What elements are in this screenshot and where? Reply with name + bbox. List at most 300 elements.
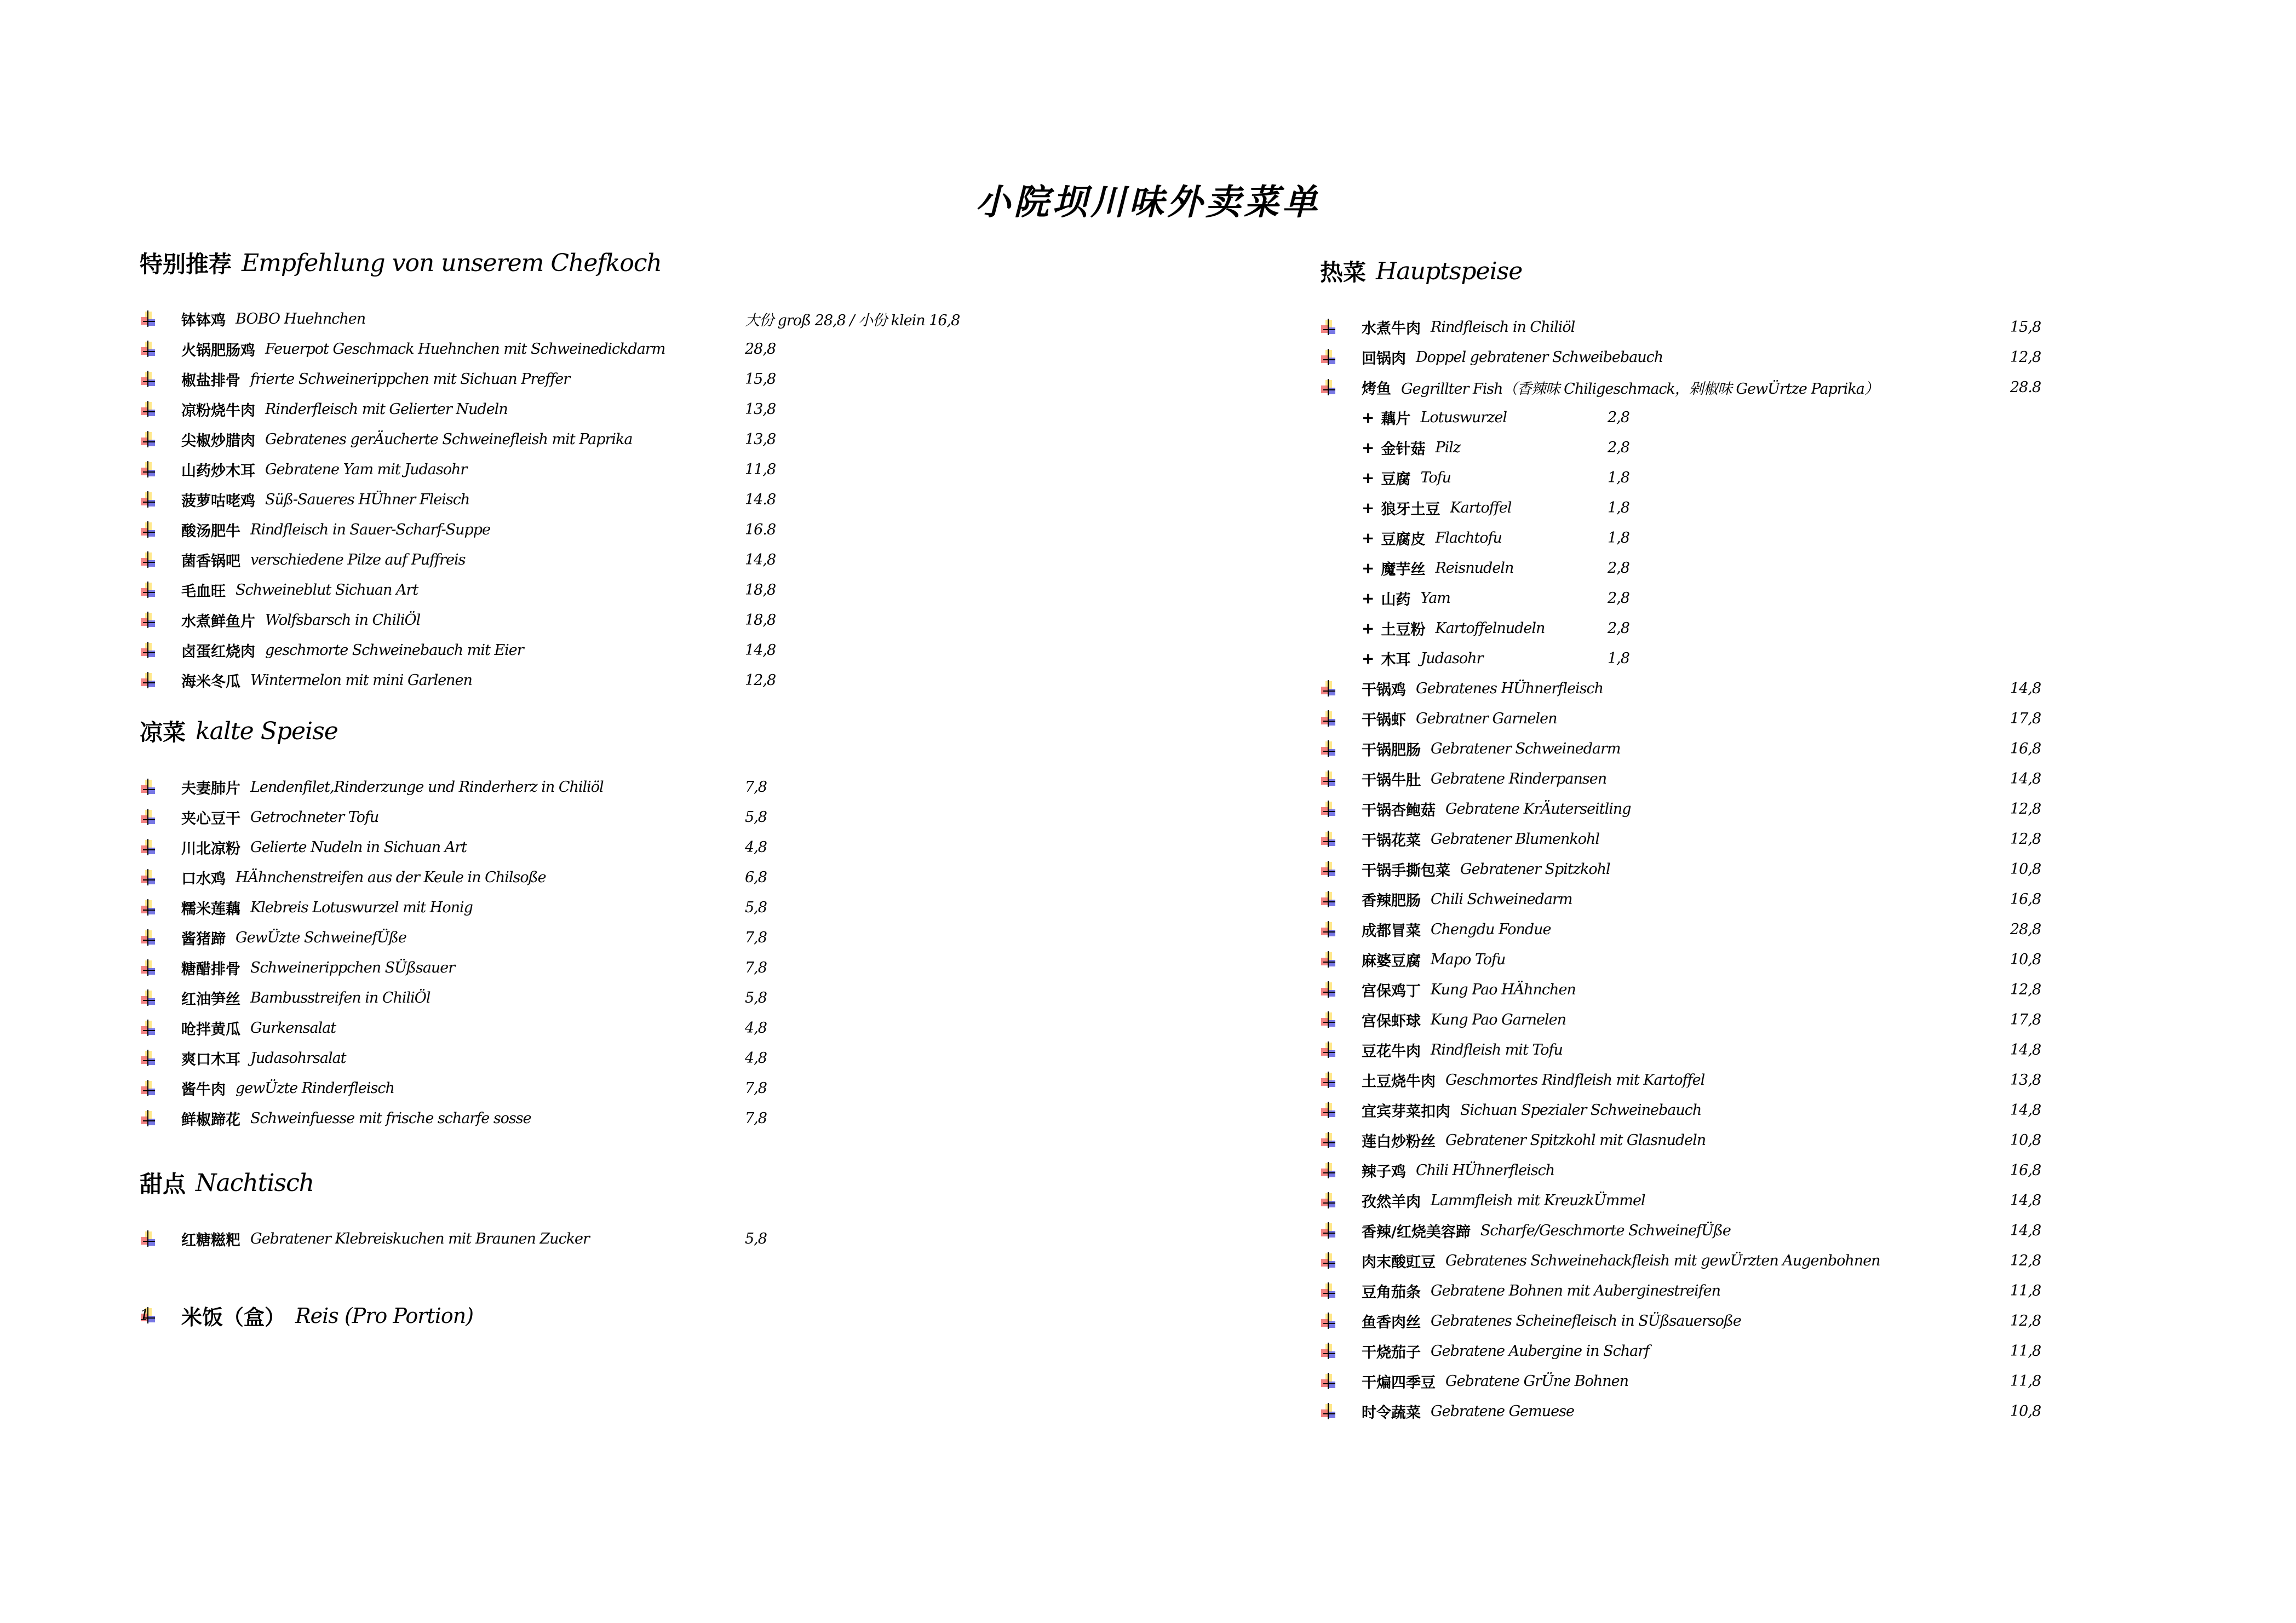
- addon-item: [1320, 583, 2076, 613]
- item-name-de: Lammfleish mit KreuzkÜmmel: [1431, 1192, 1645, 1209]
- item-name-zh: 豆花牛肉: [1362, 1043, 1421, 1060]
- section-header-specials: [140, 244, 797, 282]
- item-name-zh: 干锅鸡: [1362, 682, 1406, 699]
- menu-title: 小院坝川味外卖菜单: [975, 182, 1321, 223]
- addon-item: [1320, 613, 2076, 643]
- item-price: 11,8: [2010, 1343, 2041, 1360]
- item-name-zh: 水煮鲜鱼片: [181, 613, 255, 630]
- item-price: 1,8: [1608, 650, 1629, 667]
- item-name-zh: 口水鸡: [181, 871, 226, 888]
- item-price: 14,8: [2010, 680, 2041, 697]
- item-name-de: Gebratene KrÄuterseitling: [1445, 801, 1631, 818]
- plus-icon: +: [1362, 408, 1375, 427]
- item-name-de: HÄhnchenstreifen aus der Keule in Chilsoße: [236, 869, 546, 886]
- item-name-zh: 藕片: [1381, 411, 1411, 428]
- colored-cross-bullet-icon: [1320, 710, 1335, 728]
- menu-item: [140, 983, 797, 1013]
- item-name-de: Mapo Tofu: [1431, 951, 1506, 968]
- colored-cross-bullet-icon: [1320, 770, 1335, 788]
- item-price: 14,8: [2010, 770, 2041, 787]
- menu-item: [140, 1103, 797, 1133]
- menu-item: [1320, 1336, 2076, 1366]
- item-name-de: Lotuswurzel: [1420, 409, 1507, 426]
- item-name-zh: 山药: [1381, 591, 1411, 608]
- item-price: 28,8: [745, 341, 776, 358]
- item-name-de: Kung Pao HÄhnchen: [1431, 981, 1576, 998]
- item-name-de: Gurkensalat: [250, 1020, 336, 1037]
- colored-cross-bullet-icon: [140, 1080, 155, 1097]
- item-price: 1,8: [1608, 499, 1629, 516]
- item-price: 13,8: [745, 431, 776, 448]
- colored-cross-bullet-icon: [1320, 349, 1335, 366]
- colored-cross-bullet-icon: [1320, 861, 1335, 878]
- section-title-de: Hauptspeise: [1376, 257, 1523, 285]
- right-column: [1320, 252, 2076, 1426]
- item-name-zh: 卤蛋红烧肉: [181, 643, 255, 660]
- menu-item: [140, 832, 797, 862]
- menu-item: [1320, 342, 2076, 372]
- item-price: 12,8: [2010, 1313, 2041, 1330]
- item-name-de: Gebratene Bohnen mit Auberginestreifen: [1431, 1282, 1721, 1299]
- item-price: 11,8: [2010, 1373, 2041, 1390]
- colored-cross-bullet-icon: [1320, 801, 1335, 818]
- menu-item: [1320, 1306, 2076, 1336]
- menu-item: [1320, 704, 2076, 734]
- menu-item: [140, 515, 797, 545]
- item-price: 2,8: [1608, 439, 1629, 456]
- colored-cross-bullet-icon: [1320, 1313, 1335, 1330]
- section-title-de: Empfehlung von unserem Chefkoch: [242, 249, 662, 277]
- colored-cross-bullet-icon: [140, 929, 155, 947]
- item-name-de: Gebratene Yam mit Judasohr: [265, 461, 467, 478]
- section-header-dessert: [140, 1164, 797, 1202]
- item-name-zh: 水煮牛肉: [1362, 320, 1421, 337]
- item-name-de: Lendenfilet,Rinderzunge und Rinderherz in Chiliöl: [250, 779, 604, 796]
- item-price: 14,8: [2010, 1041, 2041, 1058]
- item-name-de: Yam: [1420, 590, 1450, 607]
- colored-cross-bullet-icon: [1320, 1343, 1335, 1360]
- colored-cross-bullet-icon: [1320, 1162, 1335, 1179]
- item-name-zh: 红糖糍粑: [181, 1232, 240, 1249]
- item-name-zh: 干锅肥肠: [1362, 742, 1421, 759]
- item-name-zh: 香辣/红烧美容蹄: [1362, 1224, 1471, 1241]
- item-name-de: Gebratener Spitzkohl: [1460, 861, 1610, 878]
- colored-cross-bullet-icon: [1320, 891, 1335, 908]
- item-name-de: Schweinerippchen SÜßsauer: [250, 959, 455, 976]
- colored-cross-bullet-icon: [140, 551, 155, 569]
- menu-item: [1320, 914, 2076, 945]
- addon-item: [1320, 523, 2076, 553]
- item-price: 4,8: [745, 1050, 767, 1067]
- colored-cross-bullet-icon: [1320, 1252, 1335, 1270]
- colored-cross-bullet-icon: [140, 809, 155, 826]
- colored-cross-bullet-icon: [140, 310, 155, 328]
- colored-cross-bullet-icon: [1320, 1192, 1335, 1210]
- item-price: 5,8: [745, 899, 767, 916]
- item-name-zh: 干锅杏鲍菇: [1362, 802, 1436, 819]
- colored-cross-bullet-icon: [140, 521, 155, 539]
- item-price: 2,8: [1608, 590, 1629, 607]
- item-price: 7,8: [745, 1110, 767, 1127]
- item-name-de: Kartoffelnudeln: [1435, 620, 1545, 637]
- colored-cross-bullet-icon: [1320, 831, 1335, 848]
- colored-cross-bullet-icon: [1320, 1102, 1335, 1119]
- item-name-zh: 肉末酸豇豆: [1362, 1254, 1436, 1271]
- item-price: 12,8: [2010, 981, 2041, 998]
- item-price: 14.8: [745, 491, 776, 508]
- item-price: 4,8: [745, 1020, 767, 1037]
- plus-icon: +: [1362, 619, 1375, 637]
- item-name-zh: 宜宾芽菜扣肉: [1362, 1103, 1450, 1120]
- colored-cross-bullet-icon: [1320, 1011, 1335, 1029]
- item-price: 10,8: [2010, 1403, 2041, 1420]
- item-price: 大份 groß 28,8 / 小份 klein 16,8: [745, 312, 960, 329]
- item-name-zh: 干烧茄子: [1362, 1344, 1421, 1361]
- menu-item: [1320, 1216, 2076, 1246]
- plus-icon: +: [1362, 589, 1375, 607]
- item-name-zh: 鱼香肉丝: [1362, 1314, 1421, 1331]
- menu-item: [140, 424, 797, 454]
- colored-cross-bullet-icon: [140, 1230, 155, 1248]
- colored-cross-bullet-icon: [140, 401, 155, 418]
- item-price: 12,8: [2010, 1252, 2041, 1269]
- item-name-de: Judasohr: [1420, 650, 1483, 667]
- item-name-zh: 红油笋丝: [181, 991, 240, 1008]
- menu-item: [140, 454, 797, 485]
- item-price: 6,8: [745, 869, 767, 886]
- item-name-zh: 烤鱼: [1362, 381, 1391, 398]
- item-name-de: Kartoffel: [1450, 499, 1512, 516]
- section-header-cold: [140, 712, 797, 750]
- item-name-zh: 土豆烧牛肉: [1362, 1073, 1436, 1090]
- rice-row: [140, 1300, 797, 1331]
- item-name-de: Rindfleisch in Sauer-Scharf-Suppe: [250, 521, 491, 538]
- section-header-hot: [1320, 252, 2076, 290]
- item-price: 13,8: [745, 401, 776, 418]
- addon-item: [1320, 643, 2076, 674]
- item-name-zh: 回锅肉: [1362, 350, 1406, 367]
- plus-icon: +: [1362, 439, 1375, 457]
- item-name-de: Pilz: [1435, 439, 1461, 456]
- fish-addons-list: [1320, 402, 2076, 674]
- item-name-zh: 酱猪蹄: [181, 931, 226, 948]
- colored-cross-bullet-icon: [140, 431, 155, 448]
- colored-cross-bullet-icon: [140, 461, 155, 479]
- menu-item: [140, 394, 797, 424]
- item-name-de: geschmorte Schweinebauch mit Eier: [265, 642, 524, 659]
- item-price: 16,8: [2010, 740, 2041, 757]
- item-price: 7,8: [745, 1080, 767, 1097]
- colored-cross-bullet-icon: [140, 582, 155, 599]
- colored-cross-bullet-icon: [1320, 1403, 1335, 1420]
- item-name-zh: 成都冒菜: [1362, 923, 1421, 940]
- item-name-de: Chengdu Fondue: [1431, 921, 1551, 938]
- item-price: 10,8: [2010, 951, 2041, 968]
- plus-icon: +: [1362, 469, 1375, 487]
- item-name-de: verschiedene Pilze auf Puffreis: [250, 551, 466, 568]
- colored-cross-bullet-icon: [140, 371, 155, 388]
- menu-item: [140, 953, 797, 983]
- item-name-de: Gebratener Schweinedarm: [1431, 740, 1621, 757]
- hot-dishes-list: [1320, 312, 2076, 1426]
- menu-item: [140, 893, 797, 923]
- item-price: 2,8: [1608, 409, 1629, 426]
- item-price: 12,8: [2010, 831, 2041, 848]
- colored-cross-bullet-icon: [1320, 1072, 1335, 1089]
- item-name-de: Gebratenes gerÄucherte Schweinefleish mit Paprika: [265, 431, 633, 448]
- item-name-de: Gebratene Aubergine in Scharf: [1431, 1343, 1650, 1360]
- item-price: 11,8: [2010, 1282, 2041, 1299]
- menu-item: [140, 1073, 797, 1103]
- menu-item: [1320, 1095, 2076, 1125]
- colored-cross-bullet-icon: [1320, 379, 1335, 396]
- item-price: 14,8: [2010, 1192, 2041, 1209]
- item-name-de: Judasohrsalat: [250, 1050, 346, 1067]
- item-price: 10,8: [2010, 1132, 2041, 1149]
- menu-item: [140, 605, 797, 635]
- menu-item: [140, 1224, 797, 1254]
- item-name-zh: 海米冬瓜: [181, 674, 240, 690]
- item-name-zh: 豆角茄条: [1362, 1284, 1421, 1301]
- item-name-de: Gebratener Spitzkohl mit Glasnudeln: [1445, 1132, 1706, 1149]
- item-name-de: Wolfsbarsch in ChiliÖl: [265, 612, 421, 629]
- colored-cross-bullet-icon: [140, 899, 155, 917]
- item-name-de: Gebratener Blumenkohl: [1431, 831, 1599, 848]
- item-name-de: Feuerpot Geschmack Huehnchen mit Schweinedickdarm: [265, 341, 665, 358]
- item-name-zh: 莲白炒粉丝: [1362, 1133, 1436, 1150]
- colored-cross-bullet-icon: [140, 1110, 155, 1127]
- menu-item: [140, 304, 960, 334]
- item-name-de: Gebratenes HÜhnerfleisch: [1416, 680, 1604, 697]
- item-price: 1,8: [1608, 469, 1629, 486]
- item-name-de: Bambusstreifen in ChiliÖl: [250, 989, 431, 1006]
- menu-item: [1320, 764, 2076, 794]
- item-name-zh: 土豆粉: [1381, 621, 1426, 638]
- item-name-zh: 干锅牛肚: [1362, 772, 1421, 789]
- menu-item: [1320, 734, 2076, 764]
- menu-item: [140, 1043, 797, 1073]
- item-name-de: Klebreis Lotuswurzel mit Honig: [250, 899, 473, 916]
- item-price: 5,8: [745, 989, 767, 1006]
- item-name-zh: 酱牛肉: [181, 1081, 226, 1098]
- colored-cross-bullet-icon: [1320, 1282, 1335, 1300]
- item-name-de: Geschmortes Rindfleish mit Kartoffel: [1445, 1072, 1705, 1089]
- item-name-de: Getrochneter Tofu: [250, 809, 379, 826]
- item-name-zh: 凉粉烧牛肉: [181, 402, 255, 419]
- item-name-zh: 川北凉粉: [181, 841, 240, 857]
- section-title-zh: 特别推荐: [140, 251, 232, 278]
- colored-cross-bullet-icon: [140, 1050, 155, 1067]
- hot-dishes-main: [1320, 674, 2076, 1426]
- colored-cross-bullet-icon: [140, 672, 155, 689]
- item-name-de: Gebratner Garnelen: [1416, 710, 1557, 727]
- menu-item: [1320, 372, 2076, 402]
- item-name-de: Schweineblut Sichuan Art: [236, 582, 418, 598]
- item-name-zh: 椒盐排骨: [181, 372, 240, 389]
- item-name-zh: 魔芋丝: [1381, 561, 1426, 578]
- menu-item: [1320, 312, 2076, 342]
- menu-item: [140, 665, 797, 695]
- item-name-zh: 酸汤肥牛: [181, 523, 240, 540]
- colored-cross-bullet-icon: [140, 642, 155, 659]
- item-name-zh: 宫保鸡丁: [1362, 983, 1421, 1000]
- item-price: 28.8: [2010, 379, 2041, 396]
- menu-item: [140, 575, 797, 605]
- item-name-de: Gebratenes Scheinefleisch in SÜßsauersoße: [1431, 1313, 1741, 1330]
- item-name-de: Kung Pao Garnelen: [1431, 1011, 1566, 1028]
- item-price: 5,8: [745, 1230, 767, 1247]
- plus-icon: +: [1362, 559, 1375, 577]
- section-title-de: kalte Speise: [196, 717, 338, 745]
- item-name-zh: 夹心豆干: [181, 810, 240, 827]
- menu-item: [140, 545, 797, 575]
- item-name-de: Reis (Pro Portion): [295, 1303, 474, 1328]
- menu-item: [140, 772, 797, 802]
- left-column: [140, 244, 960, 1254]
- item-price: 16,8: [2010, 891, 2041, 908]
- item-price: 10,8: [2010, 861, 2041, 878]
- menu-item: [1320, 1366, 2076, 1396]
- plus-icon: +: [1362, 499, 1375, 517]
- colored-cross-bullet-icon: [1320, 319, 1335, 336]
- item-name-zh: 夫妻肺片: [181, 780, 240, 797]
- item-price: 1: [140, 1307, 149, 1324]
- item-price: 7,8: [745, 779, 767, 796]
- item-name-de: Gebratene Rinderpansen: [1431, 770, 1607, 787]
- item-name-zh: 宫保虾球: [1362, 1013, 1421, 1030]
- item-name-de: Tofu: [1420, 469, 1451, 486]
- item-name-zh: 米饭（盒）: [181, 1305, 286, 1330]
- item-price: 2,8: [1608, 560, 1629, 577]
- plus-icon: +: [1362, 529, 1375, 547]
- menu-item: [140, 364, 797, 394]
- colored-cross-bullet-icon: [140, 989, 155, 1007]
- item-name-zh: 干锅虾: [1362, 712, 1406, 729]
- item-name-de: Schweinfuesse mit frische scharfe sosse: [250, 1110, 531, 1127]
- item-name-zh: 菌香锅吧: [181, 553, 240, 570]
- item-price: 15,8: [2010, 319, 2041, 336]
- item-name-zh: 山药炒木耳: [181, 463, 255, 480]
- item-name-zh: 木耳: [1381, 652, 1411, 669]
- colored-cross-bullet-icon: [140, 491, 155, 509]
- item-price: 17,8: [2010, 1011, 2041, 1028]
- colored-cross-bullet-icon: [140, 869, 155, 887]
- menu-item: [140, 334, 797, 364]
- colored-cross-bullet-icon: [140, 779, 155, 796]
- item-name-de: Scharfe/Geschmorte SchweinefÜße: [1480, 1222, 1731, 1239]
- menu-item: [1320, 1065, 2076, 1095]
- item-price: 18,8: [745, 612, 776, 629]
- item-price: 4,8: [745, 839, 767, 856]
- item-name-de: Chili Schweinedarm: [1431, 891, 1572, 908]
- menu-item: [140, 862, 797, 893]
- item-name-zh: 爽口木耳: [181, 1051, 240, 1068]
- addon-item: [1320, 553, 2076, 583]
- item-name-de: BOBO Huehnchen: [236, 310, 366, 327]
- item-name-de: Doppel gebratener Schweibebauch: [1416, 349, 1663, 366]
- item-price: 14,8: [745, 551, 776, 568]
- item-name-zh: 菠萝咕咾鸡: [181, 493, 255, 510]
- item-price: 12,8: [745, 672, 776, 689]
- menu-item-rice: [140, 1300, 797, 1331]
- item-name-de: frierte Schweinerippchen mit Sichuan Preffer: [250, 371, 570, 388]
- menu-item: [1320, 794, 2076, 824]
- item-name-de: Süß-Saueres HÜhner Fleisch: [265, 491, 470, 508]
- item-price: 11,8: [745, 461, 776, 478]
- addon-item: [1320, 402, 2076, 433]
- item-name-zh: 干煸四季豆: [1362, 1374, 1436, 1391]
- item-price: 7,8: [745, 959, 767, 976]
- item-name-zh: 尖椒炒腊肉: [181, 433, 255, 450]
- item-price: 17,8: [2010, 710, 2041, 727]
- menu-item: [1320, 1125, 2076, 1155]
- menu-item: [1320, 884, 2076, 914]
- item-price: 14,8: [2010, 1222, 2041, 1239]
- menu-item: [140, 802, 797, 832]
- item-name-de: Gebratener Klebreiskuchen mit Braunen Zucker: [250, 1230, 589, 1247]
- menu-item: [140, 485, 797, 515]
- item-price: 14,8: [2010, 1102, 2041, 1119]
- item-name-zh: 钵钵鸡: [181, 312, 226, 329]
- menu-item: [1320, 1035, 2076, 1065]
- item-name-zh: 辣子鸡: [1362, 1164, 1406, 1181]
- item-name-de: gewÜzte Rinderfleisch: [236, 1080, 394, 1097]
- item-name-zh: 鲜椒蹄花: [181, 1112, 240, 1129]
- item-price: 14,8: [745, 642, 776, 659]
- cold-dishes-list: [140, 772, 797, 1133]
- colored-cross-bullet-icon: [140, 959, 155, 977]
- item-name-zh: 时令蔬菜: [1362, 1405, 1421, 1421]
- item-name-zh: 干锅手撕包菜: [1362, 862, 1450, 879]
- item-price: 12,8: [2010, 349, 2041, 366]
- item-name-zh: 糯米莲藕: [181, 901, 240, 918]
- item-price: 12,8: [2010, 801, 2041, 818]
- item-name-zh: 豆腐: [1381, 471, 1411, 488]
- colored-cross-bullet-icon: [1320, 1041, 1335, 1059]
- item-name-de: Wintermelon mit mini Garlenen: [250, 672, 472, 689]
- item-price: 5,8: [745, 809, 767, 826]
- item-name-zh: 干锅花菜: [1362, 832, 1421, 849]
- item-name-de: Gelierte Nudeln in Sichuan Art: [250, 839, 467, 856]
- addon-item: [1320, 433, 2076, 463]
- menu-item: [1320, 1185, 2076, 1216]
- item-name-zh: 狼牙土豆: [1381, 501, 1440, 518]
- colored-cross-bullet-icon: [140, 612, 155, 629]
- item-name-de: Gegrillter Fish（香辣味 Chiligeschmack，剁椒味 GewÜrtze Paprika）: [1401, 381, 1879, 398]
- menu-item: [1320, 674, 2076, 704]
- item-name-de: Rinderfleisch mit Gelierter Nudeln: [265, 401, 508, 418]
- section-title-zh: 凉菜: [140, 719, 186, 746]
- item-price: 7,8: [745, 929, 767, 946]
- menu-item: [1320, 854, 2076, 884]
- item-price: 16.8: [745, 521, 776, 538]
- item-price: 16,8: [2010, 1162, 2041, 1179]
- item-name-de: Sichuan Spezialer Schweinebauch: [1460, 1102, 1702, 1119]
- menu-item: [140, 1013, 797, 1043]
- item-name-de: Reisnudeln: [1435, 560, 1514, 577]
- colored-cross-bullet-icon: [1320, 740, 1335, 758]
- item-name-de: Gebratene GrÜne Bohnen: [1445, 1373, 1629, 1390]
- menu-item: [140, 923, 797, 953]
- hot-dishes-top: [1320, 312, 2076, 402]
- item-price: 2,8: [1608, 620, 1629, 637]
- item-price: 18,8: [745, 582, 776, 598]
- menu-item: [1320, 1396, 2076, 1426]
- specials-list: [140, 304, 960, 695]
- item-name-de: GewÜzte SchweinefÜße: [236, 929, 406, 946]
- item-name-zh: 呛拌黄瓜: [181, 1021, 240, 1038]
- menu-item: [1320, 1005, 2076, 1035]
